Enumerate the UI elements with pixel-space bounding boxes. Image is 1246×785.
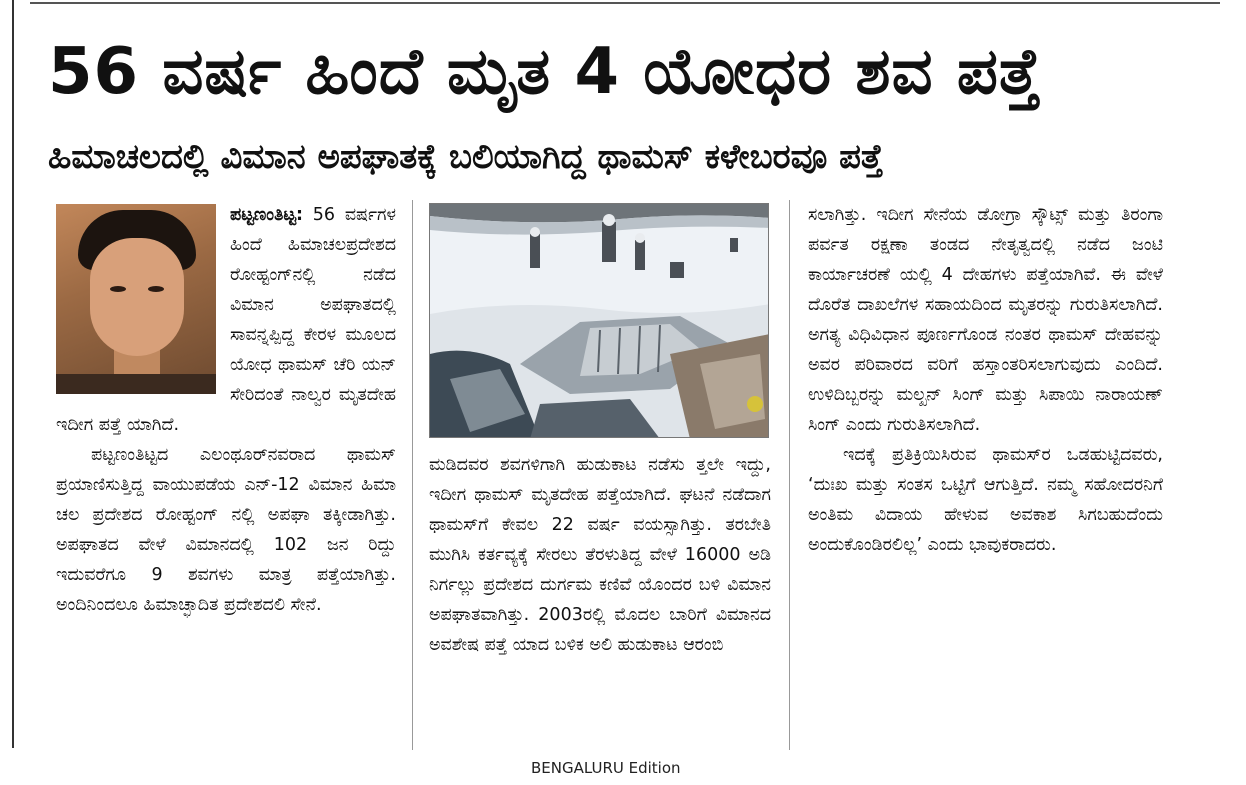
top-rule <box>30 2 1220 4</box>
edition-label: BENGALURU Edition <box>531 759 681 777</box>
headline: 56 ವರ್ಷ ಹಿಂದೆ ಮೃತ 4 ಯೋಧರ ಶವ ಪತ್ತೆ <box>48 35 1042 109</box>
article-column-2 <box>429 450 771 756</box>
column2-paragraph-1: ಮಡಿದವರ ಶವಗಳಿಗಾಗಿ ಹುಡುಕಾಟ ನಡೆಸು ತ್ತಲೇ ಇದ್ದು, ಇದೀಗ ಥಾಮಸ್ ಮೃತದೇಹ ಪತ್ತೆಯಾಗಿದೆ. ಘಟನೆ ನಡೆದಾಗ ಥಾಮಸ್‌ಗೆ ಕೇವಲ 22 ವರ್ಷ ವಯಸ್ಸಾಗಿತ್ತು. ತರಬೇತಿ ಮುಗಿಸಿ ಕರ್ತವ್ಯಕ್ಕೆ ಸೇರಲು ತೆರಳುತಿದ್ದ ವೇಳೆ 16000 ಅಡಿ ನಿರ್ಗಲ್ಲು ಪ್ರದೇಶದ ದುರ್ಗಮ ಕಣಿವೆ ಯೊಂದರ ಬಳಿ ವಿಮಾನ ಅಪಘಾತವಾಗಿತ್ತು. 2003ರಲ್ಲಿ ಮೊದಲ ಬಾರಿಗೆ ವಿಮಾನದ ಅವಶೇಷ ಪತ್ತೆ ಯಾದ ಬಳಿಕ ಅಲಿ ಹುಡುಕಾಟ ಆರಂಬಿ <box>429 455 771 655</box>
dateline: ಪಟ್ಟಣಂತಿಟ್ಟ: <box>230 205 304 225</box>
subheadline: ಹಿಮಾಚಲದಲ್ಲಿ ವಿಮಾನ ಅಪಘಾತಕ್ಕೆ ಬಲಿಯಾಗಿದ್ದ ಥಾಮಸ್ ಕಳೇಬರವೂ ಪತ್ತೆ <box>48 137 884 177</box>
thomas-portrait-photo <box>56 204 216 394</box>
article-column-3 <box>808 200 1163 756</box>
column3-paragraph-1: ಸಲಾಗಿತ್ತು. ಇದೀಗ ಸೇನೆಯ ಡೋಗ್ರಾ ಸ್ಕೌಟ್ಸ್ ಮತ್ತು ತಿರಂಗಾ ಪರ್ವತ ರಕ್ಷಣಾ ತಂಡದ ನೇತೃತ್ವದಲ್ಲಿ ನಡೆದ ಜಂಟಿ ಕಾರ್ಯಾಚರಣೆ ಯಲ್ಲಿ 4 ದೇಹಗಳು ಪತ್ತೆಯಾಗಿವೆ. ಈ ವೇಳೆ ದೊರೆತ ದಾಖಲೆಗಳ ಸಹಾಯದಿಂದ ಮೃತರನ್ನು ಗುರುತಿಸಲಾಗಿದೆ. ಅಗತ್ಯ ವಿಧಿವಿಧಾನ ಪೂರ್ಣಗೊಂಡ ನಂತರ ಥಾಮಸ್ ದೇಹವನ್ನು ಅವರ ಪರಿವಾರದ ವರಿಗೆ ಹಸ್ತಾಂತರಿಸಲಾಗುವುದು ಎಂದಿದೆ. ಉಳಿದಿಬ್ಬರನ್ನು ಮಲ್ಖನ್ ಸಿಂಗ್ ಮತ್ತು ಸಿಪಾಯಿ ನಾರಾಯಣ್ ಸಿಂಗ್ ಎಂದು ಗುರುತಿಸಲಾಗಿದೆ. <box>808 205 1163 435</box>
column1-paragraph-2: ಪಟ್ಟಣಂತಿಟ್ಟದ ಎಲಂಥೂರ್‌ನವರಾದ ಥಾಮಸ್ ಪ್ರಯಾಣಿಸುತ್ತಿದ್ದ ವಾಯುಪಡೆಯ ಎನ್-12 ವಿಮಾನ ಹಿಮಾ ಚಲ ಪ್ರದೇಶದ ರೋಹ್ಟಂಗ್ ನಲ್ಲಿ ಅಪಘಾ ತಕ್ಕೀಡಾಗಿತ್ತು. ಅಪಘಾತದ ವೇಳೆ ವಿಮಾನದಲ್ಲಿ 102 ಜನ ರಿದ್ದು ಇದುವರೆಗೂ 9 ಶವಗಳು ಮಾತ್ರ ಪತ್ತೆಯಾಗಿತ್ತು. ಅಂದಿನಿಂದಲೂ ಹಿಮಾಚ್ಛಾದಿತ ಪ್ರದೇಶದಲಿ ಸೇನೆ. <box>56 445 396 615</box>
column3-paragraph-2: ಇದಕ್ಕೆ ಪ್ರತಿಕ್ರಿಯಿಸಿರುವ ಥಾಮಸ್‌ರ ಒಡಹುಟ್ಟಿದವರು, ‘ದುಃಖ ಮತ್ತು ಸಂತಸ ಒಟ್ಟಿಗೆ ಆಗುತ್ತಿದೆ. ನಮ್ಮ ಸಹೋದರನಿಗೆ ಅಂತಿಮ ವಿದಾಯ ಹೇಳುವ ಅವಕಾಶ ಸಿಗಬಹುದೆಂದು ಅಂದುಕೊಂಡಿರಲಿಲ್ಲ’ ಎಂದು ಭಾವುಕರಾದರು. <box>808 445 1163 555</box>
column-divider-2 <box>789 200 790 750</box>
left-page-edge <box>12 0 14 748</box>
column-divider-1 <box>412 200 413 750</box>
column1-paragraph-1: 56 ವರ್ಷಗಳ ಹಿಂದೆ ಹಿಮಾಚಲಪ್ರದೇಶದ ರೋಹ್ಟಂಗ್‌ನಲ್ಲಿ ನಡೆದ ವಿಮಾನ ಅಪಘಾತದಲ್ಲಿ ಸಾವನ್ನಪ್ಪಿದ್ದ ಕೇರಳ ಮೂಲದ ಯೋಧ ಥಾಮಸ್ ಚೆರಿ ಯನ್ ಸೇರಿದಂತೆ ನಾಲ್ವರ ಮೃತದೇಹ ಇದೀಗ ಪತ್ತೆ ಯಾಗಿದೆ. <box>56 205 396 435</box>
crash-site-photo <box>429 203 769 438</box>
article-column-1 <box>56 200 396 756</box>
